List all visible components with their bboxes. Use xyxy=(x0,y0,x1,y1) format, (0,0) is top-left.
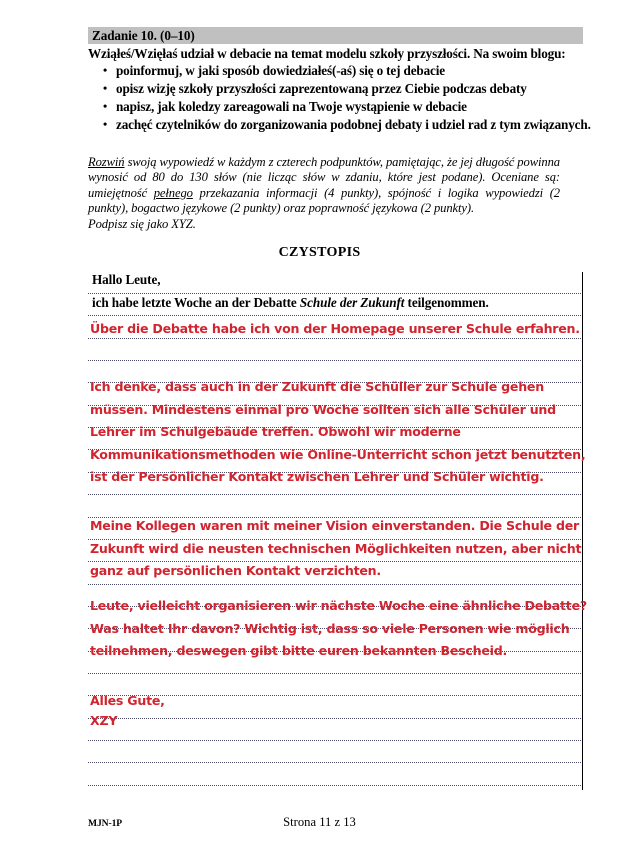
answer-rule-line xyxy=(88,293,581,294)
list-item: • napisz, jak koledzy zareagowali na Twoje wystąpienie w debacie xyxy=(116,98,602,116)
instruction-part-1: swoją wypowiedź w każdym z czterech podpunktów, pamiętając, że jej długość powinna wynosić od 80 do 130 słów (nie licząc słów w zdaniu, które jest podane). Oceniane są: umiejętność xyxy=(88,155,560,200)
printed-answer-line-2 xyxy=(92,295,489,311)
answer-paragraph: Über die Debatte habe ich von der Homepage unserer Schule erfahren. xyxy=(90,321,580,336)
answer-rule-line xyxy=(88,360,581,361)
answer-paragraph: Ich denke, dass auch in der Zukunft die Schüller zur Schule gehen müssen. Mindestens einmal pro Woche sollten sich alle Schüler und Lehrer im Schulgebäude treffen. Obwohl wir moderne Kommunikationsmethoden wie Online-Unterricht schon jetzt benutzten, ist der Persönlicher Kontakt zwischen Lehrer und Schüler wichtig. xyxy=(90,379,586,485)
task-bullet-list xyxy=(88,62,602,134)
task-instruction xyxy=(88,155,560,232)
list-item: • poinformuj, w jaki sposób dowiedziałeś(-aś) się o tej debacie xyxy=(116,62,602,80)
answer-rule-line xyxy=(88,785,581,786)
footer-exam-code: MJN-1P xyxy=(88,818,123,829)
instruction-part-2: przekazania informacji (4 punkty), spójność i logika wypowiedzi (2 punkty), bogactwo językowe (2 punkty) oraz poprawność językowa (2 punkty). xyxy=(88,185,560,216)
answer-rule-line xyxy=(88,762,581,763)
answer-paragraph: Meine Kollegen waren mit meiner Vision einverstanden. Die Schule der Zukunft wird die neusten technischen Möglichkeiten nutzen, aber nicht ganz auf persönlichen Kontakt verzichten. xyxy=(90,518,582,579)
instruction-underline-rozwin: Rozwiń xyxy=(88,155,125,169)
answer-rule-line xyxy=(88,740,581,741)
answer-rule-line xyxy=(88,584,581,585)
answer-rule-line xyxy=(88,673,581,674)
instruction-last-line: Podpisz się jako XYZ. xyxy=(88,216,196,231)
answer-signoff: Alles Gute, xyxy=(90,693,165,708)
printed-answer-line-1: Hallo Leute, xyxy=(92,272,161,287)
instruction-underline-pelnego: pełnego xyxy=(153,185,193,200)
footer-page-number: Strona 11 z 13 xyxy=(283,815,356,829)
list-item: • opisz wizję szkoły przyszłości zaprezentowaną przez Ciebie podczas debaty xyxy=(116,80,602,98)
answer-paragraph: Leute, vielleicht organisieren wir nächste Woche eine ähnliche Debatte? Was haltet Ihr davon? Wichtig ist, dass so viele Personen wie möglich teilnehmen, deswegen gibt bitte euren bekannten Bescheid. xyxy=(90,598,587,659)
answer-rule-line xyxy=(88,494,581,495)
page-title: CZYSTOPIS xyxy=(278,245,361,260)
printed-line-2-pre: ich habe letzte Woche an der Debatte xyxy=(92,295,300,310)
printed-line-2-post: teilgenommen. xyxy=(404,295,489,310)
task-header-label: Zadanie 10. (0–10) xyxy=(92,28,195,43)
answer-signature: XZY xyxy=(90,713,118,728)
list-item: • zachęć czytelników do zorganizowania podobnej debaty i udziel rad z tym związanych. xyxy=(116,116,602,134)
answer-rule-line xyxy=(88,315,581,316)
printed-line-2-title: Schule der Zukunft xyxy=(299,295,405,310)
task-lead-text: Wziąłeś/Wzięłaś udział w debacie na temat modelu szkoły przyszłości. Na swoim blogu: xyxy=(88,46,566,61)
